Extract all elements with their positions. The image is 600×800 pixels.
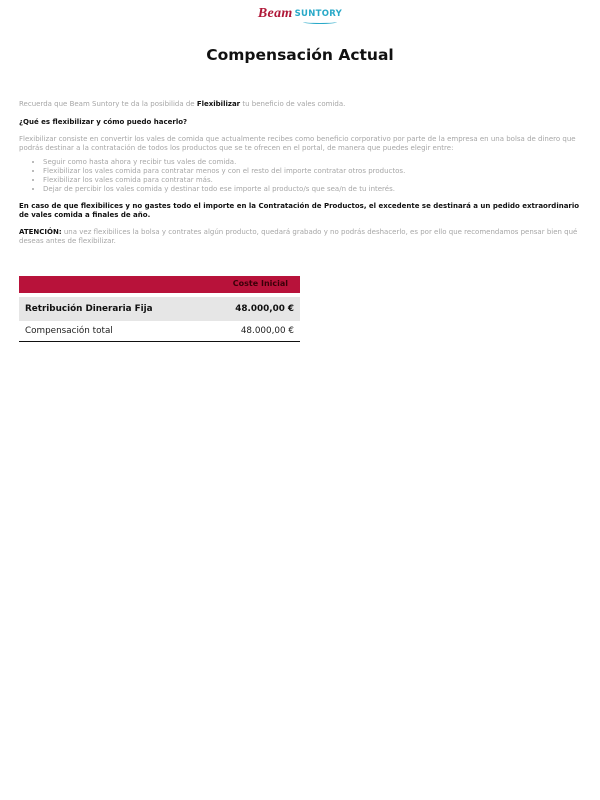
fixed-pay-value: 48.000,00 € (235, 304, 294, 314)
fixed-pay-label: Retribución Dineraria Fija (25, 304, 153, 314)
intro-text-bold: Flexibilizar (196, 100, 241, 108)
total-value: 48.000,00 € (240, 326, 294, 336)
logo-swoosh (303, 20, 337, 24)
brand-logo (0, 5, 600, 25)
logo-brand-main: Beam (257, 6, 293, 21)
intro-paragraph (19, 100, 581, 109)
list-item: • Dejar de percibir los vales comida y destinar todo ese importe al producto/s que sea/n de tu interés. (43, 185, 581, 194)
question-heading: ¿Qué es flexibilizar y cómo puedo hacerlo? (19, 118, 188, 126)
list-item: • Flexibilizar los vales comida para contratar menos y con el resto del importe contratar otros productos. (43, 167, 581, 176)
table-row-total (19, 321, 300, 342)
total-label: Compensación total (25, 326, 113, 336)
attention-label: ATENCIÓN: (19, 228, 62, 236)
page-title: Compensación Actual (206, 46, 394, 64)
options-list (19, 158, 581, 194)
table-header (19, 276, 300, 293)
notice-paragraph: En caso de que flexibilices y no gastes todo el importe en la Contratación de Productos, el excedente se destinará a un pedido extraordinario de vales comida a finales de año. (19, 202, 580, 219)
list-item: • Seguir como hasta ahora y recibir tus vales de comida. (43, 158, 581, 167)
list-item: • Flexibilizar los vales comida para contratar más. (43, 176, 581, 185)
attention-text: una vez flexibilices la bolsa y contrates algún producto, quedará grabado y no podrás deshacerlo, es por ello que recomendamos pensar bien qué deseas antes de flexibilizar. (19, 228, 578, 245)
explanation-paragraph: Flexibilizar consiste en convertir los vales de comida que actualmente recibes como beneficio corporativo por parte de la empresa en una bolsa de dinero que podrás destinar a la contratación de todos los productos que se te ofrecen en el portal, de manera que puedes elegir entre: (19, 135, 576, 152)
attention-paragraph (19, 228, 581, 246)
logo-brand-sub: SUNTORY (294, 9, 343, 19)
intro-text-post: tu beneficio de vales comida. (240, 100, 346, 108)
intro-text-pre: Recuerda que Beam Suntory te da la posibilida de (19, 100, 197, 108)
column-header-coste-inicial: Coste Inicial (232, 279, 288, 288)
compensation-table (19, 276, 300, 342)
info-section (19, 100, 581, 246)
table-row-fixed-pay (19, 297, 300, 321)
